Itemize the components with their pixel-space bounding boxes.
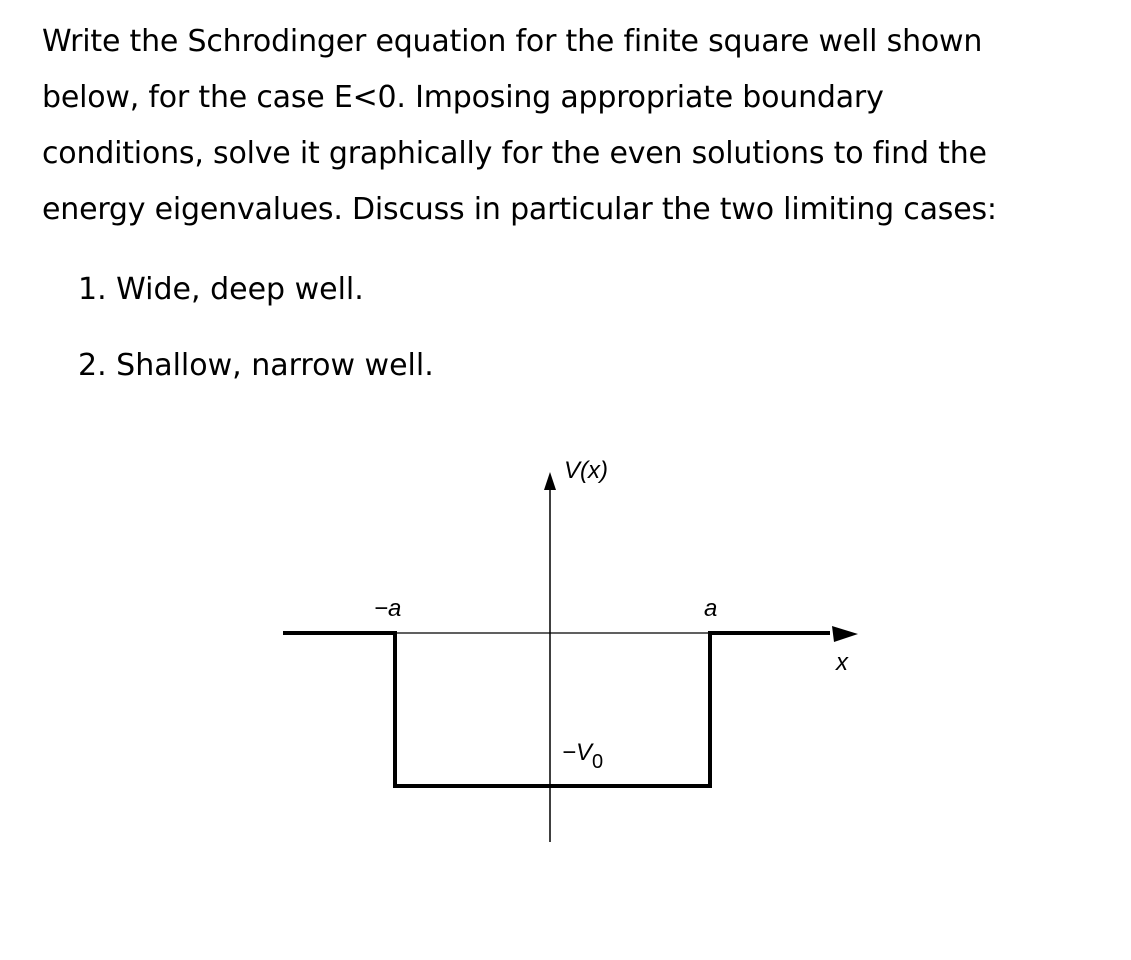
depth-label-main: −V <box>562 739 593 766</box>
problem-line-1: Write the Schrodinger equation for the finite square well shown <box>42 24 983 59</box>
problem-line-4: energy eigenvalues. Discuss in particular the two limiting cases: <box>42 192 997 227</box>
x-axis-label: x <box>836 649 848 676</box>
v-axis-arrowhead <box>544 472 556 490</box>
y-axis-label: V(x) <box>564 457 608 484</box>
left-edge-label: −a <box>374 595 402 622</box>
x-axis-arrowhead <box>832 626 858 642</box>
depth-label-subscript: 0 <box>592 751 604 773</box>
right-edge-label: a <box>704 595 718 622</box>
problem-line-3: conditions, solve it graphically for the even solutions to find the <box>42 136 987 171</box>
case-item-shallow-narrow: 2. Shallow, narrow well. <box>78 348 434 383</box>
potential-profile <box>283 633 830 786</box>
problem-line-2: below, for the case E<0. Imposing appropriate boundary <box>42 80 884 115</box>
depth-label <box>562 739 603 773</box>
case-item-wide-deep: 1. Wide, deep well. <box>78 272 364 307</box>
